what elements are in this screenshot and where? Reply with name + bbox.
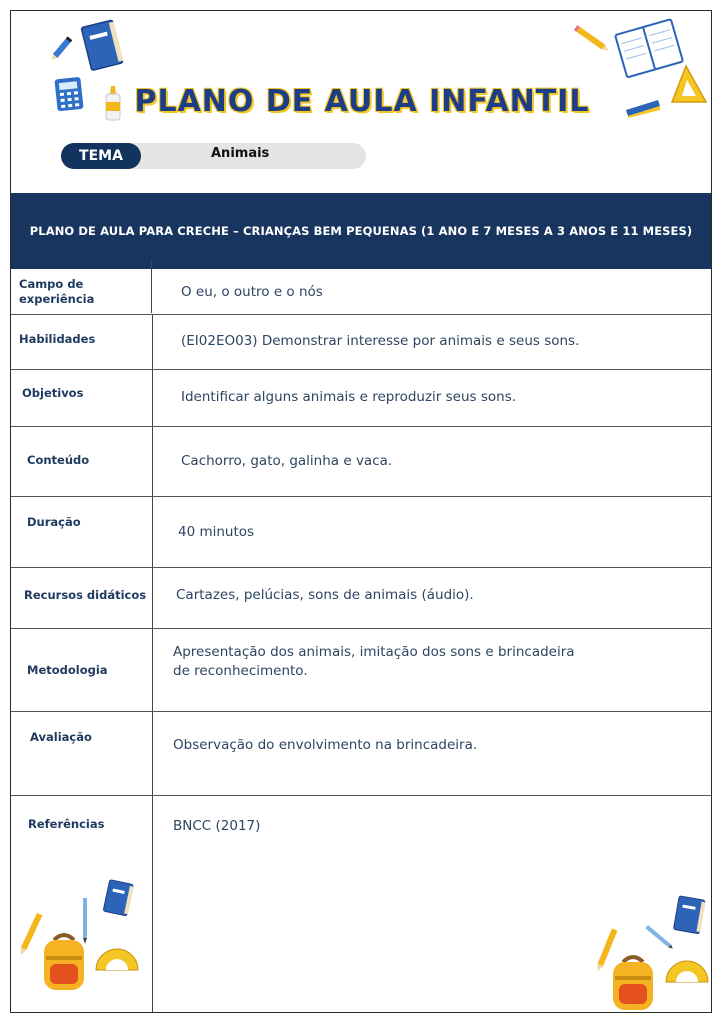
pencil-icon (48, 34, 74, 64)
theme-bar (61, 143, 366, 169)
row-label: Campo de experiência (19, 277, 95, 306)
table-row (11, 629, 711, 712)
page-title: PLANO DE AULA INFANTIL (134, 84, 590, 119)
backpack-icon (606, 952, 660, 1014)
book-icon (78, 17, 128, 73)
backpack-icon (36, 930, 92, 996)
theme-value: Animais (211, 146, 270, 161)
table-row (11, 796, 711, 856)
row-value: BNCC (2017) (173, 818, 261, 834)
row-label: Habilidades (19, 332, 96, 346)
row-value: O eu, o outro e o nós (181, 284, 323, 300)
table-row (11, 568, 711, 629)
table-row (11, 497, 711, 568)
pencil-icon (570, 22, 614, 56)
row-label: Duração (27, 515, 81, 529)
row-label: Recursos didáticos (24, 588, 147, 602)
pen-icon (640, 920, 678, 954)
protractor-icon (664, 956, 710, 984)
row-value: Apresentação dos animais, imitação dos sons e brincadeira de reconhecimento. (173, 644, 575, 679)
row-value: (EI02EO03) Demonstrar interesse por animais e seus sons. (181, 333, 580, 349)
protractor-icon (94, 944, 140, 972)
table-row (11, 269, 711, 315)
plan-banner: PLANO DE AULA PARA CRECHE – CRIANÇAS BEM PEQUENAS (1 ANO E 7 MESES A 3 ANOS E 11 MESES) (11, 193, 711, 269)
row-label: Metodologia (27, 663, 108, 677)
row-label: Avaliação (30, 730, 92, 744)
book-icon (100, 878, 138, 920)
row-value: Cachorro, gato, galinha e vaca. (181, 453, 393, 469)
theme-label: TEMA (61, 143, 141, 169)
row-value: Observação do envolvimento na brincadeira. (173, 737, 478, 753)
row-value: Identificar alguns animais e reproduzir seus sons. (181, 389, 517, 405)
row-label: Conteúdo (27, 453, 90, 467)
row-label: Objetivos (22, 386, 84, 400)
table-row (11, 712, 711, 796)
row-value: Cartazes, pelúcias, sons de animais (áudio). (176, 587, 474, 603)
row-label: Referências (28, 817, 105, 831)
table-row (11, 370, 711, 427)
table-row (11, 427, 711, 497)
row-value: 40 minutos (178, 524, 255, 540)
table-row (11, 315, 711, 370)
